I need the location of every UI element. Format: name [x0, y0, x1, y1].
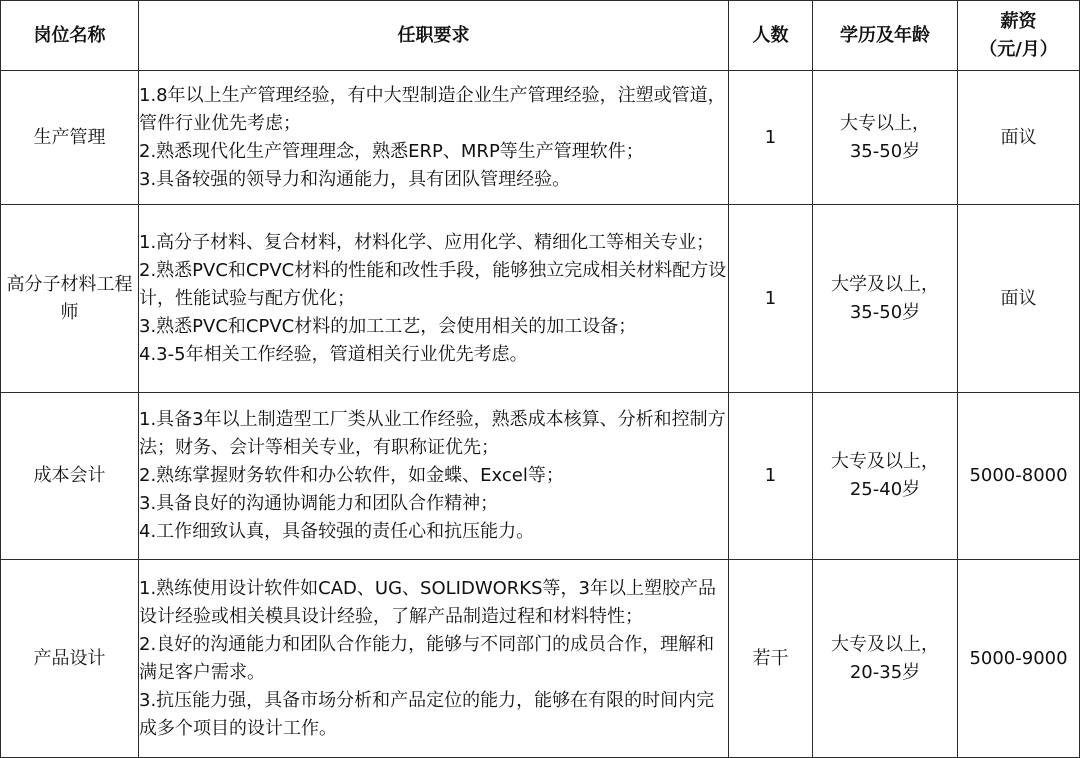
- education-text: 大专以上，: [840, 112, 930, 134]
- header-salary-label: 薪资: [1000, 10, 1037, 32]
- header-requirements: 任职要求: [139, 1, 729, 71]
- requirement-item: 4.工作细致认真，具备较强的责任心和抗压能力。: [139, 521, 535, 542]
- salary-cell: 5000-8000: [958, 393, 1080, 560]
- position-cell: 产品设计: [1, 560, 139, 758]
- position-cell: 高分子材料工程师: [1, 205, 139, 393]
- requirements-cell: [139, 560, 729, 758]
- requirements-cell: [139, 71, 729, 205]
- salary-cell: 面议: [958, 71, 1080, 205]
- header-salary-unit: （元/月）: [979, 38, 1058, 60]
- education-age-cell: [813, 393, 958, 560]
- table-row: [1, 560, 1080, 758]
- header-salary: [958, 1, 1080, 71]
- requirement-item: 2.熟悉现代化生产管理理念，熟悉ERP、MRP等生产管理软件；: [139, 140, 644, 162]
- position-cell: 生产管理: [1, 71, 139, 205]
- requirement-item: 4.3-5年相关工作经验，管道相关行业优先考虑。: [139, 343, 528, 365]
- age-text: 35-50岁: [849, 140, 921, 162]
- education-age-cell: [813, 71, 958, 205]
- age-text: 35-50岁: [849, 301, 921, 323]
- count-cell: 若干: [729, 560, 813, 758]
- table-header-row: [1, 1, 1080, 71]
- requirement-item: 3.熟悉PVC和CPVC材料的加工工艺，会使用相关的加工设备；: [139, 315, 637, 337]
- salary-cell: 面议: [958, 205, 1080, 393]
- education-text: 大专及以上，: [831, 633, 939, 655]
- salary-cell: 5000-9000: [958, 560, 1080, 758]
- requirement-item: 1.具备3年以上制造型工厂类从业工作经验，熟悉成本核算、分析和控制方法；财务、会计等相关专业，有职称证优先；: [139, 409, 726, 458]
- requirement-item: 2.熟悉PVC和CPVC材料的性能和改性手段，能够独立完成相关材料配方设计，性能试验与配方优化；: [139, 259, 727, 309]
- position-cell: 成本会计: [1, 393, 139, 560]
- education-age-cell: [813, 560, 958, 758]
- table-row: [1, 205, 1080, 393]
- requirements-cell: [139, 393, 729, 560]
- requirement-item: 3.抗压能力强，具备市场分析和产品定位的能力，能够在有限的时间内完成多个项目的设计工作。: [139, 689, 715, 739]
- table-row: [1, 393, 1080, 560]
- education-text: 大学及以上，: [831, 273, 939, 295]
- header-position: 岗位名称: [1, 1, 139, 71]
- count-cell: 1: [729, 71, 813, 205]
- age-text: 20-35岁: [849, 661, 921, 683]
- requirement-item: 1.高分子材料、复合材料，材料化学、应用化学、精细化工等相关专业；: [139, 231, 715, 253]
- age-text: 25-40岁: [849, 479, 921, 500]
- count-cell: 1: [729, 393, 813, 560]
- count-cell: 1: [729, 205, 813, 393]
- requirement-item: 1.熟练使用设计软件如CAD、UG、SOLIDWORKS等，3年以上塑胶产品设计经验或相关模具设计经验，了解产品制造过程和材料特性；: [139, 577, 716, 627]
- requirement-item: 3.具备较强的领导力和沟通能力，具有团队管理经验。: [139, 168, 571, 190]
- education-text: 大专及以上，: [831, 451, 939, 472]
- requirement-item: 1.8年以上生产管理经验，有中大型制造企业生产管理经验，注塑或管道，管件行业优先考虑；: [139, 84, 726, 134]
- requirements-cell: [139, 205, 729, 393]
- education-age-cell: [813, 205, 958, 393]
- header-education-age: 学历及年龄: [813, 1, 958, 71]
- requirement-item: 3.具备良好的沟通协调能力和团队合作精神；: [139, 493, 499, 514]
- requirement-item: 2.熟练掌握财务软件和办公软件，如金蝶、Excel等；: [139, 465, 564, 486]
- requirement-item: 2.良好的沟通能力和团队合作能力，能够与不同部门的成员合作，理解和满足客户需求。: [139, 633, 715, 683]
- table-row: [1, 71, 1080, 205]
- header-count: 人数: [729, 1, 813, 71]
